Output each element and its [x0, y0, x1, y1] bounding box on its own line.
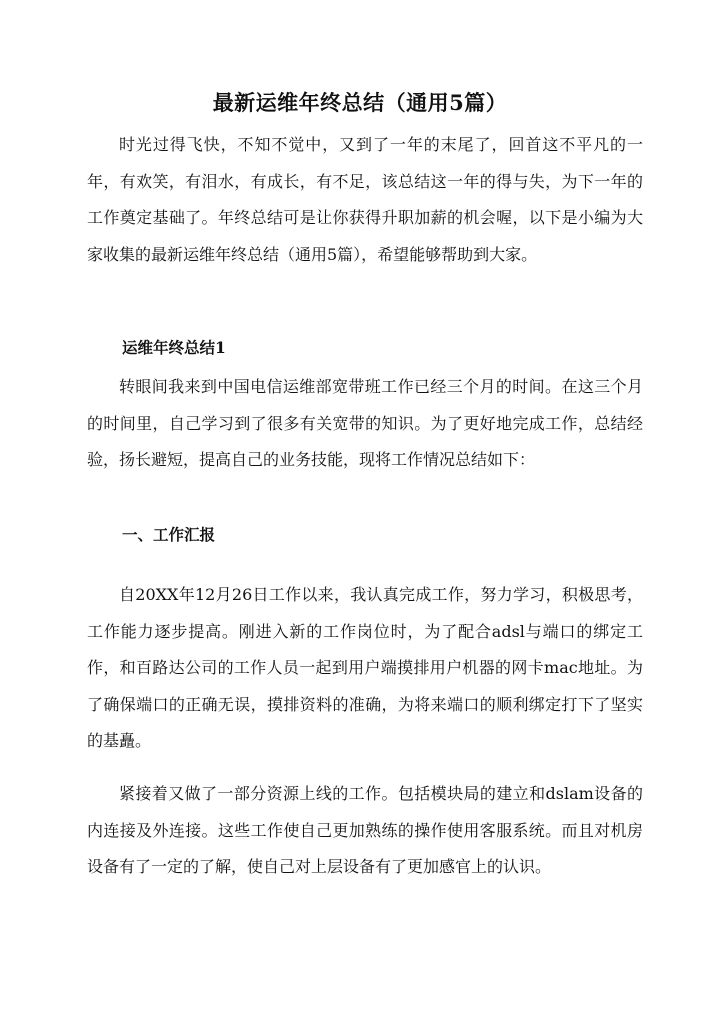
section-paragraph-3: 紧接着又做了一部分资源上线的工作。包括模块局的建立和dslam设备的内连接及外连接。这些工作使自己更加熟练的操作使用客服系统。而且对机房设备有了一定的了解，使自己对上层设备有了更加感官上的认识。 — [87, 784, 643, 876]
subsection-heading: 一、工作汇报 — [122, 525, 216, 544]
section-paragraph-2: 自20XX年12月26日工作以来，我认真完成工作，努力学习，积极思考，工作能力逐步提高。刚进入新的工作岗位时，为了配合adsl与端口的绑定工作，和百路达公司的工作人员一起到用户端摸排用户机器的网卡mac地址。为了确保端口的正确无误，摸排资料的准确，为将来端口的顺利绑定打下了坚实的基矗。 — [87, 585, 643, 750]
intro-paragraph: 时光过得飞快，不知不觉中，又到了一年的末尾了，回首这不平凡的一年，有欢笑，有泪水，有成长，有不足，该总结这一年的得与失，为下一年的工作奠定基础了。年终总结可是让你获得升职加薪的机会喔，以下是小编为大家收集的最新运维年终总结（通用5篇），希望能够帮助到大家。 — [87, 135, 643, 264]
section-paragraph-1: 转眼间我来到中国电信运维部宽带班工作已经三个月的时间。在这三个月的时间里，自己学习到了很多有关宽带的知识。为了更好地完成工作，总结经验，扬长避短，提高自己的业务技能，现将工作情况总结如下： — [87, 377, 643, 469]
section-heading: 运维年终总结1 — [122, 338, 226, 357]
document-title: 最新运维年终总结（通用5篇） — [212, 90, 508, 115]
